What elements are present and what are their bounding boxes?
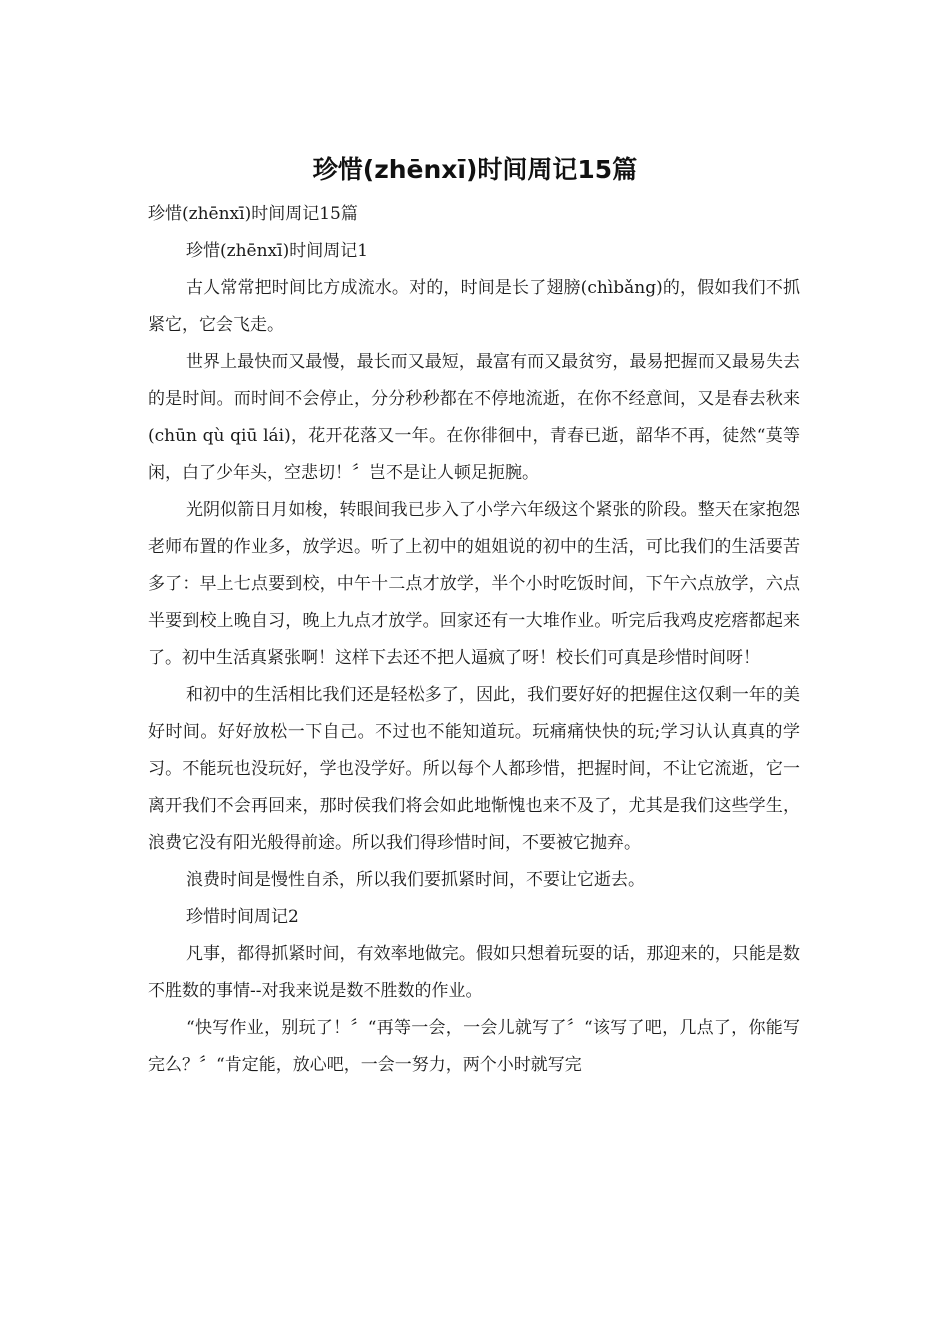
paragraph: 凡事，都得抓紧时间，有效率地做完。假如只想着玩耍的话，那迎来的，只能是数不胜数的事情--对我来说是数不胜数的作业。 [148, 944, 800, 1001]
paragraph-heading-1: 珍惜(zhēnxī)时间周记1 [186, 241, 369, 261]
paragraph: 世界上最快而又最慢，最长而又最短，最富有而又最贫穷，最易把握而又最易失去的是时间。而时间不会停止，分分秒秒都在不停地流逝，在你不经意间，又是春去秋来(chūn qù qiū lái)，花开花落又一年。在你徘徊中，青春已逝，韶华不再，徒然“莫等闲，白了少年头，空悲切！〞岂不是让人顿足扼腕。 [148, 352, 800, 483]
paragraph: 和初中的生活相比我们还是轻松多了，因此，我们要好好的把握住这仅剩一年的美好时间。好好放松一下自己。不过也不能知道玩。玩痛痛快快的玩;学习认认真真的学习。不能玩也没玩好，学也没学好。所以每个人都珍惜，把握时间，不让它流逝，它一离开我们不会再回来，那时侯我们将会如此地惭愧也来不及了，尤其是我们这些学生，浪费它没有阳光般得前途。所以我们得珍惜时间，不要被它抛弃。 [148, 685, 800, 853]
paragraph-subtitle: 珍惜(zhēnxī)时间周记15篇 [148, 204, 358, 224]
paragraph: 古人常常把时间比方成流水。对的，时间是长了翅膀(chìbǎng)的，假如我们不抓紧它，它会飞走。 [148, 278, 800, 335]
document-title: 珍惜(zhēnxī)时间周记15篇 [312, 155, 638, 184]
paragraph: 浪费时间是慢性自杀，所以我们要抓紧时间，不要让它逝去。 [186, 870, 645, 890]
paragraph-heading-2: 珍惜时间周记2 [186, 907, 299, 927]
document-body [148, 196, 800, 1084]
paragraph: “快写作业，别玩了！〞“再等一会，一会儿就写了〞“该写了吧，几点了，你能写完么？〞“肯定能，放心吧，一会一努力，两个小时就写完 [148, 1018, 800, 1075]
paragraph: 光阴似箭日月如梭，转眼间我已步入了小学六年级这个紧张的阶段。整天在家抱怨老师布置的作业多，放学迟。听了上初中的姐姐说的初中的生活，可比我们的生活要苦多了：早上七点要到校，中午十二点才放学，半个小时吃饭时间，下午六点放学，六点半要到校上晚自习，晚上九点才放学。回家还有一大堆作业。听完后我鸡皮疙瘩都起来了。初中生活真紧张啊！这样下去还不把人逼疯了呀！校长们可真是珍惜时间呀！ [148, 500, 800, 668]
